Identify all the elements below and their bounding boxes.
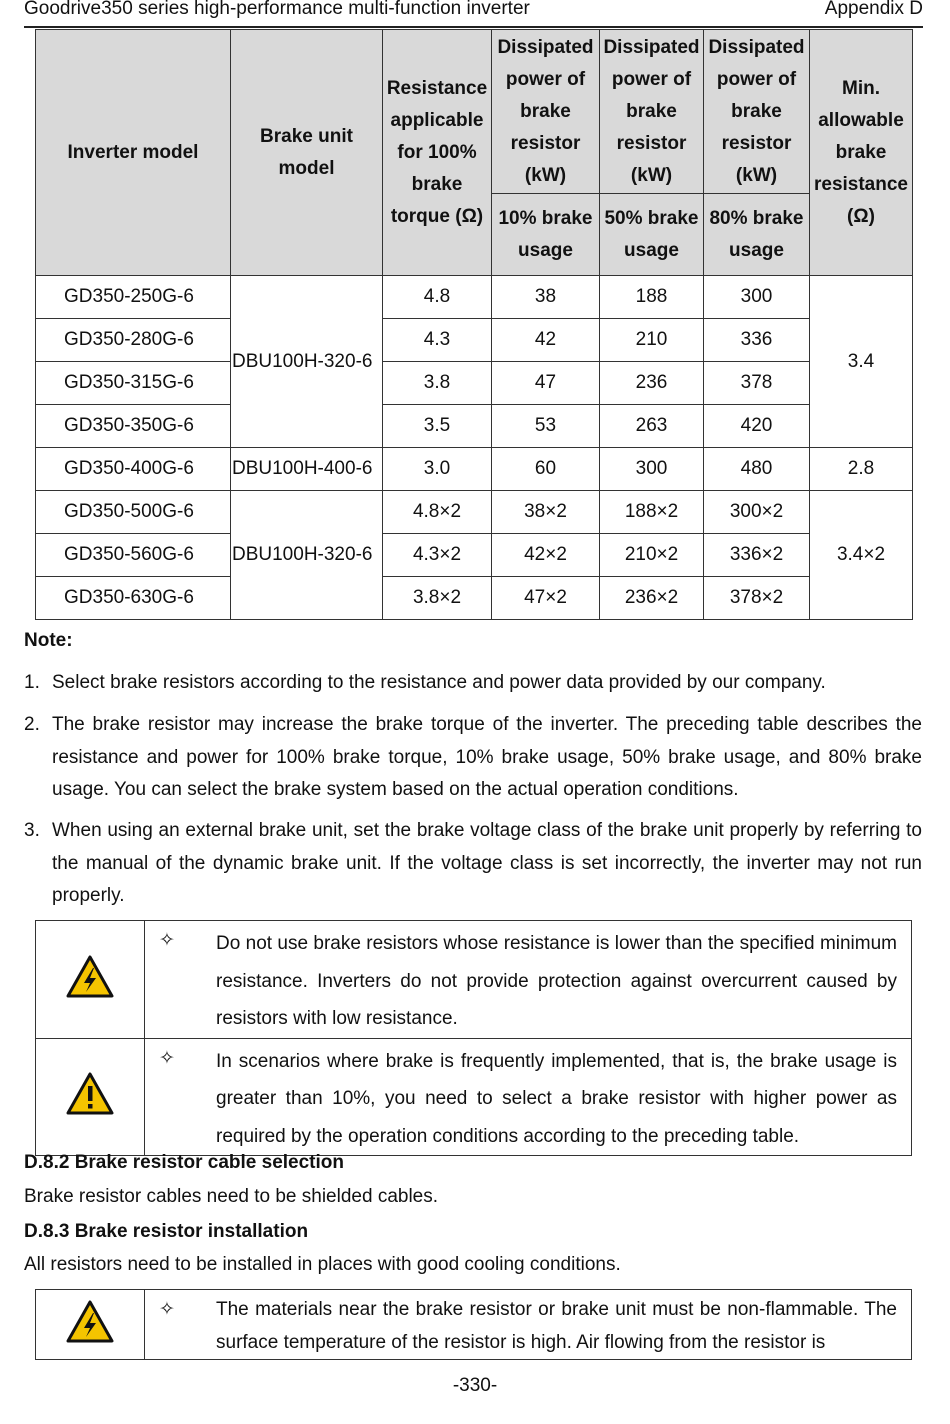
cell-inverter-model: GD350-280G-6 <box>36 319 231 362</box>
warning-text-cell <box>145 921 912 1039</box>
section-heading-install: D.8.3 Brake resistor installation <box>24 1221 309 1242</box>
note-text: When using an external brake unit, set the brake voltage class of the brake unit properly by referring to the manual of the dynamic brake unit. If the voltage class is set incorrectly, the inverter may not run properly. <box>52 820 922 906</box>
table-row <box>36 362 913 405</box>
electric-hazard-icon <box>66 955 114 999</box>
warning-icon-cell <box>36 1038 145 1156</box>
cell-power-10: 60 <box>492 448 600 491</box>
cell-power-80: 378 <box>704 362 810 405</box>
cell-inverter-model: GD350-250G-6 <box>36 276 231 319</box>
cell-min-resistance: 3.4×2 <box>810 491 913 620</box>
cell-resistance: 3.8×2 <box>383 577 492 620</box>
section-heading-cable: D.8.2 Brake resistor cable selection <box>24 1152 344 1173</box>
col-header-usage-50: 50% brake usage <box>600 194 704 276</box>
section-text-install: All resistors need to be installed in places with good cooling conditions. <box>24 1254 621 1275</box>
table-row <box>36 577 913 620</box>
cell-resistance: 3.5 <box>383 405 492 448</box>
bullet-diamond-icon: ✧ <box>159 929 175 951</box>
cell-resistance: 4.8 <box>383 276 492 319</box>
cell-inverter-model: GD350-315G-6 <box>36 362 231 405</box>
col-header-model: Inverter model <box>36 30 231 276</box>
cell-resistance: 4.3 <box>383 319 492 362</box>
note-number: 2. <box>24 714 40 735</box>
cell-power-10: 53 <box>492 405 600 448</box>
cell-power-50: 236 <box>600 362 704 405</box>
cell-power-10: 38 <box>492 276 600 319</box>
col-header-usage-10: 10% brake usage <box>492 194 600 276</box>
note-item-3 <box>24 815 922 913</box>
cell-power-50: 210×2 <box>600 534 704 577</box>
cell-power-80: 420 <box>704 405 810 448</box>
cell-inverter-model: GD350-400G-6 <box>36 448 231 491</box>
cell-brake-unit: DBU100H-400-6 <box>231 448 383 491</box>
cell-power-50: 300 <box>600 448 704 491</box>
cell-inverter-model: GD350-500G-6 <box>36 491 231 534</box>
table-row <box>36 448 913 491</box>
cell-min-resistance: 3.4 <box>810 276 913 448</box>
caution-icon <box>66 1072 114 1116</box>
cell-power-80: 300 <box>704 276 810 319</box>
col-header-resistance: Resistance applicable for 100% brake torque (Ω) <box>383 30 492 276</box>
col-header-dissipated-50: Dissipated power of brake resistor (kW) <box>600 30 704 194</box>
note-number: 3. <box>24 820 40 841</box>
cell-brake-unit: DBU100H-320-6 <box>231 491 383 620</box>
warning-text: The materials near the brake resistor or brake unit must be non-flammable. The surface temperature of the resistor is high. Air flowing from the resistor is <box>216 1299 897 1353</box>
table-row <box>36 491 913 534</box>
brake-resistor-table <box>35 29 913 620</box>
warning-text: Do not use brake resistors whose resistance is lower than the specified minimum resistance. Inverters do not provide protection against overcurrent caused by resistors with low resistance. <box>216 933 897 1029</box>
cell-power-80: 300×2 <box>704 491 810 534</box>
warning-icon-cell <box>36 921 145 1039</box>
cell-power-80: 480 <box>704 448 810 491</box>
cell-power-50: 210 <box>600 319 704 362</box>
col-header-min-resistance: Min. allowable brake resistance (Ω) <box>810 30 913 276</box>
cell-power-10: 42×2 <box>492 534 600 577</box>
cell-resistance: 4.8×2 <box>383 491 492 534</box>
note-title: Note: <box>24 630 73 651</box>
cell-power-50: 236×2 <box>600 577 704 620</box>
table-row <box>36 405 913 448</box>
electric-hazard-icon <box>66 1300 114 1344</box>
page-header <box>24 0 923 28</box>
bullet-diamond-icon: ✧ <box>159 1046 175 1069</box>
warning-text-cell <box>145 1038 912 1156</box>
note-item-1 <box>24 667 922 700</box>
cell-power-80: 336×2 <box>704 534 810 577</box>
cell-resistance: 3.0 <box>383 448 492 491</box>
page-number: -330- <box>452 1375 498 1396</box>
warning-text-cell <box>145 1290 912 1360</box>
col-header-usage-80: 80% brake usage <box>704 194 810 276</box>
cell-resistance: 3.8 <box>383 362 492 405</box>
cell-power-80: 336 <box>704 319 810 362</box>
cell-power-50: 188 <box>600 276 704 319</box>
col-header-brake-unit: Brake unit model <box>231 30 383 276</box>
note-item-2 <box>24 709 922 807</box>
note-text: Select brake resistors according to the resistance and power data provided by our company. <box>52 672 826 693</box>
cell-inverter-model: GD350-350G-6 <box>36 405 231 448</box>
note-text: The brake resistor may increase the brake torque of the inverter. The preceding table describes the resistance and power for 100% brake torque, 10% brake usage, 50% brake usage, and 80% brake usage. You can select the brake system based on the actual operation conditions. <box>52 714 922 800</box>
table-row <box>36 534 913 577</box>
header-section: Appendix D <box>824 0 923 19</box>
header-title: Goodrive350 series high-performance multi-function inverter <box>24 0 530 19</box>
cell-power-10: 47 <box>492 362 600 405</box>
cell-power-50: 263 <box>600 405 704 448</box>
warning-icon-cell <box>36 1290 145 1360</box>
cell-brake-unit: DBU100H-320-6 <box>231 276 383 448</box>
cell-inverter-model: GD350-630G-6 <box>36 577 231 620</box>
cell-power-50: 188×2 <box>600 491 704 534</box>
table-row <box>36 276 913 319</box>
cell-inverter-model: GD350-560G-6 <box>36 534 231 577</box>
warning-box-1 <box>35 920 912 1156</box>
col-header-dissipated-80: Dissipated power of brake resistor (kW) <box>704 30 810 194</box>
table-body <box>36 276 913 620</box>
cell-power-10: 42 <box>492 319 600 362</box>
table-row <box>36 319 913 362</box>
note-number: 1. <box>24 672 40 693</box>
warning-box-2 <box>35 1289 912 1360</box>
col-header-dissipated-10: Dissipated power of brake resistor (kW) <box>492 30 600 194</box>
cell-power-10: 47×2 <box>492 577 600 620</box>
bullet-diamond-icon: ✧ <box>159 1298 175 1320</box>
cell-power-10: 38×2 <box>492 491 600 534</box>
cell-power-80: 378×2 <box>704 577 810 620</box>
section-text-cable: Brake resistor cables need to be shielded cables. <box>24 1186 439 1207</box>
cell-min-resistance: 2.8 <box>810 448 913 491</box>
cell-resistance: 4.3×2 <box>383 534 492 577</box>
warning-text: In scenarios where brake is frequently implemented, that is, the brake usage is greater than 10%, you need to select a brake resistor with higher power as required by the operation conditions according to the preceding table. <box>216 1050 897 1147</box>
